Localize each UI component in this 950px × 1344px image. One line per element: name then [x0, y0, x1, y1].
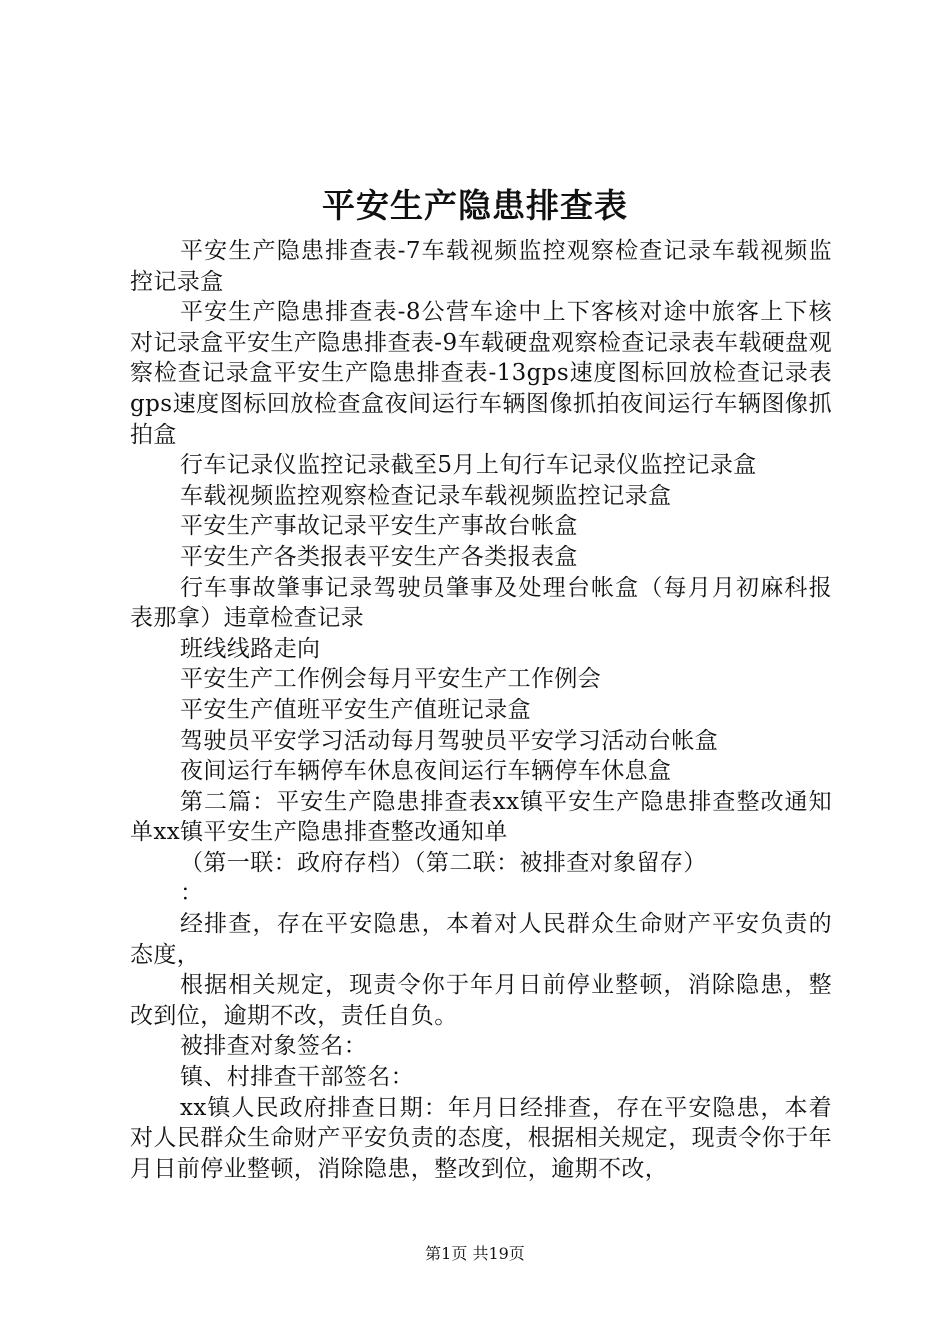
paragraph-18: 被排查对象签名： [180, 1033, 368, 1060]
paragraph-2: 平安生产隐患排查表-8公营车途中上下客核对途中旅客上下核对记录盒平安生产隐患排查表-9车载硬盘观察检查记录表车载硬盘观察检查记录盒平安生产隐患排查表-13gps速度图标回放检查记录表gps速度图标回放检查盒夜间运行车辆图像抓拍夜间运行车辆图像抓拍盒 [130, 299, 832, 448]
paragraph-10: 平安生产值班平安生产值班记录盒 [180, 696, 531, 723]
paragraph-9: 平安生产工作例会每月平安生产工作例会 [180, 666, 602, 693]
document-title: 平安生产隐患排查表 [322, 186, 628, 225]
paragraph-12: 夜间运行车辆停车休息夜间运行车辆停车休息盒 [180, 758, 672, 785]
document-body [130, 236, 832, 1184]
paragraph-4: 车载视频监控观察检查记录车载视频监控记录盒 [180, 482, 672, 509]
paragraph-1: 平安生产隐患排查表-7车载视频监控观察检查记录车载视频监控记录盒 [130, 238, 832, 295]
paragraph-20: xx镇人民政府排查日期：年月日经排查，存在平安隐患，本着对人民群众生命财产平安负责的态度，根据相关规定，现责令你于年月日前停业整顿，消除隐患，整改到位，逾期不改， [130, 1094, 832, 1182]
page-footer: 第1页 共19页 [425, 1244, 525, 1263]
paragraph-3: 行车记录仪监控记录截至5月上旬行车记录仪监控记录盒 [180, 452, 757, 479]
paragraph-11: 驾驶员平安学习活动每月驾驶员平安学习活动台帐盒 [180, 727, 719, 754]
paragraph-14: （第一联：政府存档）（第二联：被排查对象留存） [180, 849, 707, 876]
paragraph-15: ： [180, 880, 204, 907]
paragraph-16: 经排查，存在平安隐患，本着对人民群众生命财产平安负责的态度， [130, 911, 832, 968]
paragraph-19: 镇、村排查干部签名： [180, 1064, 414, 1091]
paragraph-8: 班线线路走向 [180, 635, 321, 662]
paragraph-17: 根据相关规定，现责令你于年月日前停业整顿，消除隐患，整改到位，逾期不改，责任自负。 [130, 972, 832, 1029]
paragraph-5: 平安生产事故记录平安生产事故台帐盒 [180, 513, 578, 540]
paragraph-13: 第二篇：平安生产隐患排查表xx镇平安生产隐患排查整改通知单xx镇平安生产隐患排查整改通知单 [130, 788, 832, 846]
paragraph-6: 平安生产各类报表平安生产各类报表盒 [180, 543, 578, 570]
paragraph-7: 行车事故肇事记录驾驶员肇事及处理台帐盒（每月月初麻科报表那拿）违章检查记录 [130, 574, 832, 632]
